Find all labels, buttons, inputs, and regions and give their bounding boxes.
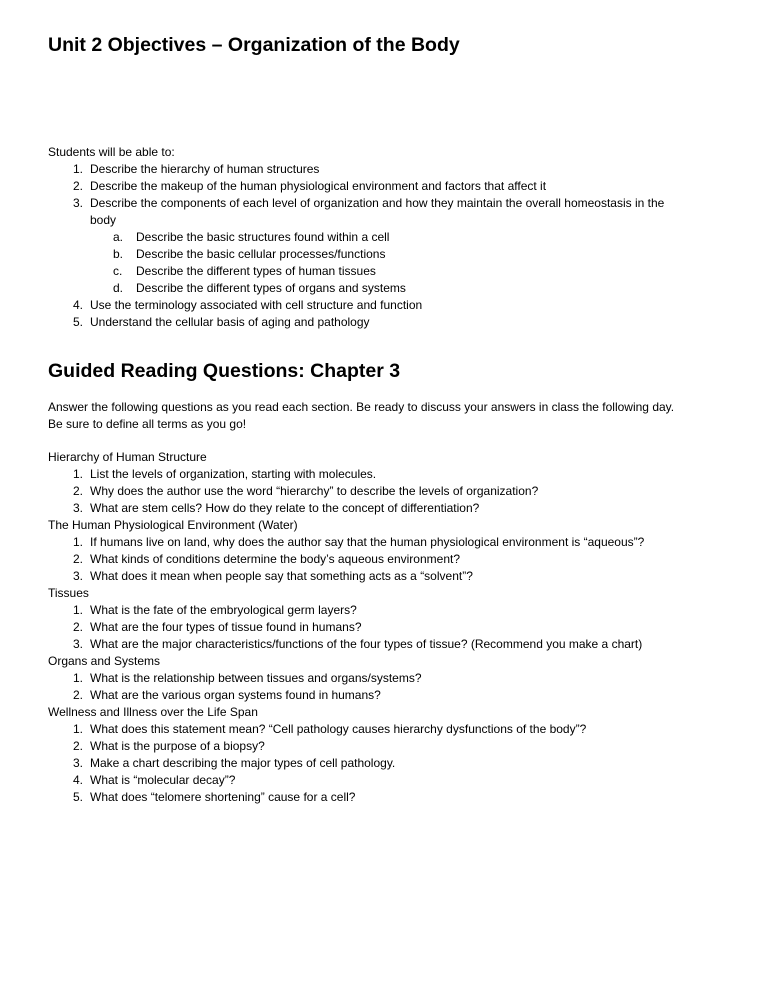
list-item-text: What are the various organ systems found in humans?: [90, 688, 381, 702]
list-marker: 3.: [73, 501, 84, 515]
question-item: [48, 619, 362, 636]
list-marker: 1.: [73, 603, 84, 617]
list-item-text: Describe the hierarchy of human structures: [90, 162, 320, 176]
list-marker: 4.: [73, 298, 84, 312]
objective-item: [48, 161, 320, 178]
list-item-text: What are the four types of tissue found in humans?: [90, 620, 362, 634]
list-item-text: Describe the basic cellular processes/functions: [136, 247, 386, 261]
list-marker: 1.: [73, 467, 84, 481]
list-marker: 3.: [73, 196, 84, 210]
question-item: [48, 551, 461, 568]
question-item: [48, 602, 357, 619]
section-heading: The Human Physiological Environment (Water): [48, 518, 298, 532]
instruction-line: Answer the following questions as you read each section. Be ready to discuss your answers in class the following day.: [48, 400, 675, 414]
objective-item: [48, 178, 547, 195]
section-heading: Wellness and Illness over the Life Span: [48, 705, 258, 719]
question-item: [48, 534, 645, 551]
list-marker: 2.: [73, 179, 84, 193]
list-marker: 2.: [73, 552, 84, 566]
question-item: [48, 568, 473, 585]
list-item-text: What is the purpose of a biopsy?: [90, 739, 265, 753]
list-item-text: Describe the basic structures found within a cell: [136, 230, 390, 244]
objectives-list: [48, 161, 665, 331]
list-item-text: What does this statement mean? “Cell pathology causes hierarchy dysfunctions of the body”?: [90, 722, 587, 736]
list-marker: 1.: [73, 671, 84, 685]
objective-item: [48, 229, 390, 246]
list-marker: 5.: [73, 315, 84, 329]
question-item: [48, 738, 298, 755]
question-item: [48, 500, 480, 517]
list-marker: a.: [113, 230, 124, 244]
question-item: [48, 721, 587, 738]
objective-item: [48, 246, 386, 263]
list-item-text: Understand the cellular basis of aging and pathology: [90, 315, 370, 329]
list-item-text: What does it mean when people say that something acts as a “solvent”?: [90, 569, 473, 583]
list-marker: 4.: [73, 773, 84, 787]
list-item-text: body: [90, 213, 117, 227]
instruction-line: Be sure to define all terms as you go!: [48, 417, 247, 431]
section-heading: Tissues: [48, 586, 89, 600]
list-marker: 1.: [73, 535, 84, 549]
objective-item: [48, 195, 665, 212]
reading-title: Guided Reading Questions: Chapter 3: [48, 360, 401, 382]
list-marker: 3.: [73, 637, 84, 651]
list-marker: 2.: [73, 484, 84, 498]
list-item-text: Describe the different types of human tissues: [136, 264, 376, 278]
objective-item: [48, 280, 406, 297]
list-item-text: What is the fate of the embryological germ layers?: [90, 603, 357, 617]
list-item-text: What kinds of conditions determine the body’s aqueous environment?: [90, 552, 461, 566]
question-item: [48, 772, 298, 789]
list-item-text: Describe the makeup of the human physiological environment and factors that affect it: [90, 179, 547, 193]
list-item-text: Why does the author use the word “hierarchy” to describe the levels of organization?: [90, 484, 539, 498]
list-marker: 1.: [73, 162, 84, 176]
question-sections: [48, 449, 645, 806]
objective-item: [48, 263, 376, 280]
list-item-text: Describe the components of each level of organization and how they maintain the overall homeostasis in the: [90, 196, 665, 210]
list-marker: 2.: [73, 688, 84, 702]
list-marker: 2.: [73, 620, 84, 634]
objective-item: [48, 212, 175, 229]
question-item: [48, 670, 422, 687]
objectives-title: Unit 2 Objectives – Organization of the Body: [48, 34, 460, 56]
list-marker: d.: [113, 281, 124, 295]
list-item-text: Use the terminology associated with cell structure and function: [90, 298, 423, 312]
list-marker: c.: [113, 264, 123, 278]
objectives-intro: Students will be able to:: [48, 145, 175, 159]
objectives-block: [48, 144, 665, 331]
question-item: [48, 466, 377, 483]
question-item: [48, 789, 356, 806]
list-item-text: Make a chart describing the major types of cell pathology.: [90, 756, 396, 770]
question-item: [48, 755, 396, 772]
list-marker: 2.: [73, 739, 84, 753]
objective-item: [48, 314, 370, 331]
section-heading: Hierarchy of Human Structure: [48, 450, 207, 464]
list-item-text: Describe the different types of organs and systems: [136, 281, 406, 295]
list-marker: 1.: [73, 722, 84, 736]
objective-item: [48, 297, 423, 314]
list-item-text: If humans live on land, why does the author say that the human physiological environment is “aqueous”?: [90, 535, 645, 549]
list-marker: 3.: [73, 569, 84, 583]
list-item-text: What are stem cells? How do they relate to the concept of differentiation?: [90, 501, 480, 515]
list-marker: b.: [113, 247, 124, 261]
list-item-text: List the levels of organization, starting with molecules.: [90, 467, 377, 481]
list-item-text: What are the major characteristics/functions of the four types of tissue? (Recommend you make a chart): [90, 637, 643, 651]
section-heading: Organs and Systems: [48, 654, 161, 668]
list-item-text: What does “telomere shortening” cause for a cell?: [90, 790, 356, 804]
list-item-text: What is the relationship between tissues and organs/systems?: [90, 671, 422, 685]
list-marker: 3.: [73, 756, 84, 770]
question-item: [48, 636, 643, 653]
list-item-text: What is “molecular decay”?: [90, 773, 236, 787]
question-item: [48, 483, 539, 500]
list-marker: 5.: [73, 790, 84, 804]
question-item: [48, 687, 381, 704]
reading-instructions: [48, 399, 674, 433]
